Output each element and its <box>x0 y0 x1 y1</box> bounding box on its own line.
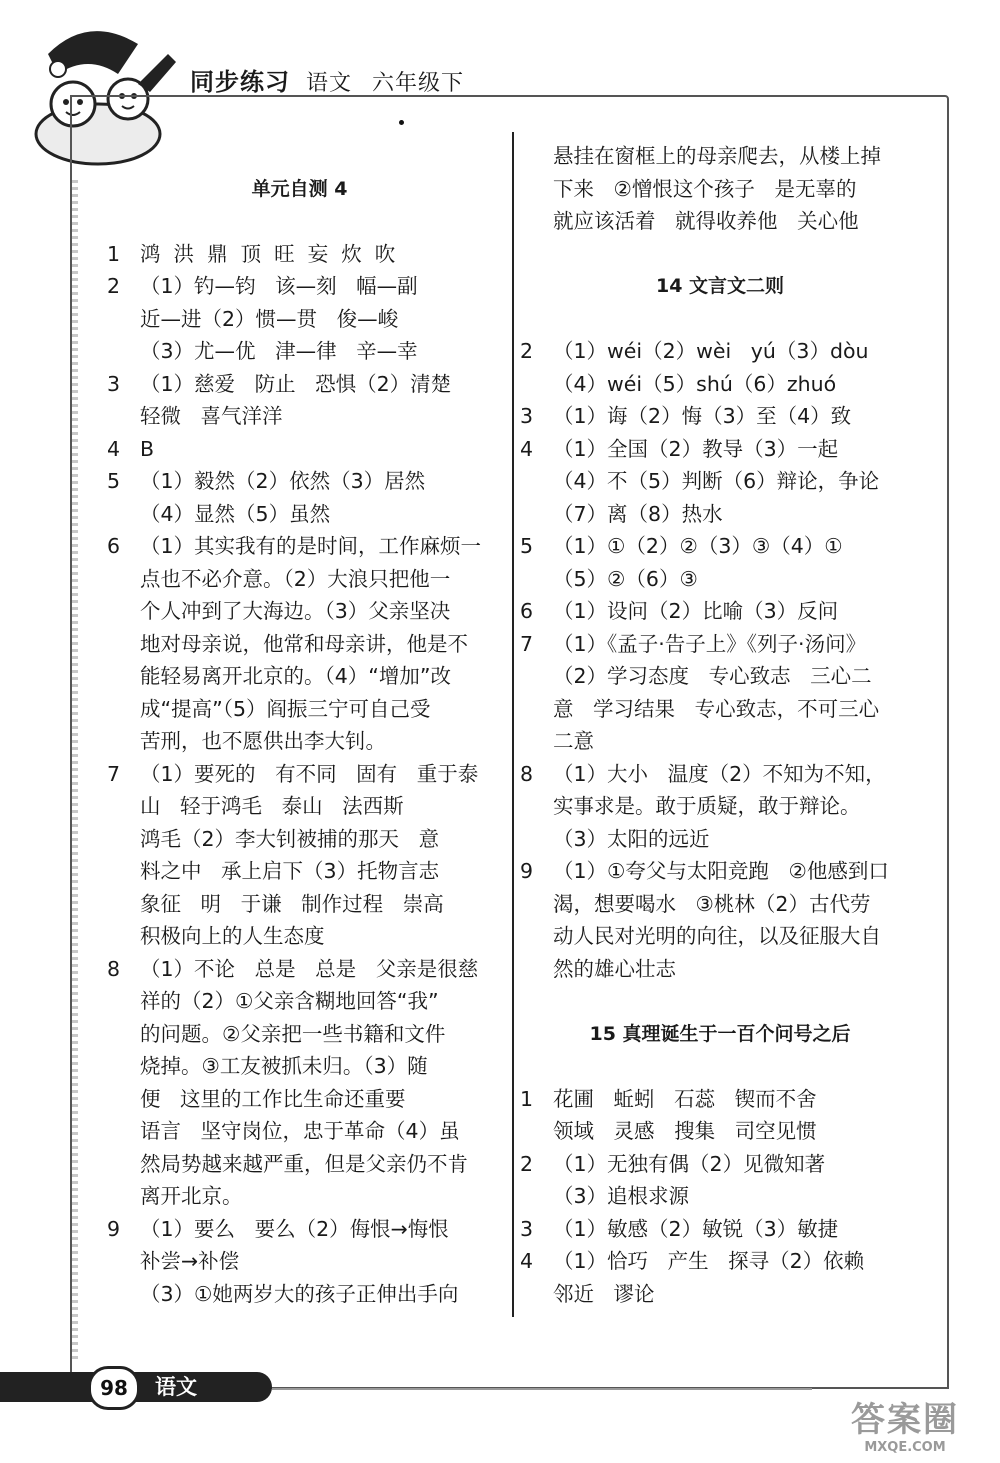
answer-item <box>107 1213 492 1311</box>
header-subject: 语文 <box>306 71 353 96</box>
answer-text <box>140 953 492 1213</box>
answer-line: （1）要么 要么（2）侮恨→悔恨 <box>140 1216 449 1241</box>
answer-item <box>520 433 920 531</box>
answer-number: 2 <box>520 339 534 363</box>
answer-number: 3 <box>520 404 534 428</box>
answer-line: （3）尤—优 津—律 辛—幸 <box>140 339 418 363</box>
left-column <box>107 140 492 1310</box>
answer-item <box>520 595 920 628</box>
answer-line: （1）毅然（2）依然（3）居然 <box>140 469 426 493</box>
answer-line: （1）恰巧 产生 探寻（2）依赖 <box>553 1249 865 1273</box>
answer-line: 离开北京。 <box>140 1184 243 1208</box>
section-title-unit-test-4: 单元自测 4 <box>251 177 348 200</box>
answer-line: B <box>140 436 155 461</box>
answer-line: 轻微 喜气洋洋 <box>140 404 283 428</box>
answer-item <box>107 368 492 433</box>
answer-line: （4）不（5）判断（6）辩论，争论 <box>553 469 880 493</box>
answer-line: （1）钓—钧 该—刻 幅—副 <box>140 274 418 298</box>
continued-answer <box>520 140 920 238</box>
answer-line: （1）慈爱 防止 恐惧（2）清楚 <box>140 371 452 396</box>
answer-line: 然局势越来越严重，但是父亲仍不肯 <box>140 1151 468 1176</box>
answer-line: （1）不论 总是 总是 父亲是很慈 <box>140 956 479 981</box>
answer-item <box>520 758 920 856</box>
answer-number: 1 <box>520 1086 534 1111</box>
answer-text <box>553 1083 920 1148</box>
answer-line: （4）显然（5）虽然 <box>140 501 331 526</box>
answer-line: 地对母亲说，他常和母亲讲，他是不 <box>140 631 468 656</box>
answer-line: 渴，想要喝水 ③桃林（2）古代劳 <box>553 891 871 916</box>
answer-number: 9 <box>520 859 534 883</box>
answer-line: 悬挂在窗框上的母亲爬去，从楼上掉 <box>553 144 881 168</box>
answer-line: （3）追根求源 <box>553 1184 690 1208</box>
answer-line: （2）学习态度 专心致志 三心二 <box>553 664 872 688</box>
answer-number: 8 <box>520 761 534 786</box>
left-decorative-strip <box>72 180 78 1360</box>
answer-line: （3）①她两岁大的孩子正伸出手向 <box>140 1281 459 1306</box>
answer-line: 意 学习结果 专心致志，不可三心 <box>553 696 880 721</box>
answer-number: 7 <box>107 761 121 786</box>
answer-number: 3 <box>107 371 121 396</box>
header-title <box>190 62 464 97</box>
answer-line: （5）②（6）③ <box>553 566 698 591</box>
answer-line: （1）其实我有的是时间，工作麻烦一 <box>140 534 482 558</box>
answer-line: 成“提高”（5）阎振三宁可自己受 <box>140 696 431 721</box>
answer-line: 实事求是。敢于质疑，敢于辩论。 <box>553 794 861 818</box>
answer-text <box>553 628 920 758</box>
answer-number: 6 <box>520 599 534 623</box>
answer-text <box>553 1245 920 1310</box>
answer-item <box>107 270 492 368</box>
header-brand: 同步练习 <box>190 68 290 96</box>
answer-line: （1）①（2）②（3）③（4）① <box>553 534 843 558</box>
answer-text <box>553 1148 920 1213</box>
answer-line: 积极向上的人生态度 <box>140 924 325 948</box>
section-15-answer-list <box>520 1083 920 1311</box>
answer-line: （1）①夸父与太阳竞跑 ②他感到口 <box>553 859 889 883</box>
answer-number: 1 <box>107 241 121 266</box>
answer-item <box>520 1213 920 1246</box>
watermark-main: 答案圈 <box>851 1400 959 1440</box>
answer-text <box>553 855 920 985</box>
answer-item <box>107 465 492 530</box>
answer-line: 苦刑，也不愿供出李大钊。 <box>140 729 386 753</box>
answer-text <box>553 758 920 856</box>
answer-line: 近—进（2）惯—贯 俊—峻 <box>140 306 399 331</box>
answer-line: 领域 灵感 搜集 司空见惯 <box>553 1119 817 1143</box>
answer-item <box>520 1083 920 1148</box>
answer-line: 邻近 谬论 <box>553 1281 655 1306</box>
answer-item <box>107 433 492 466</box>
answer-line: （1）《孟子·告子上》《列子·汤问》 <box>553 631 867 656</box>
answer-line: 象征 明 于谦 制作过程 崇高 <box>140 891 444 916</box>
answer-line: （1）敏感（2）敏锐（3）敏捷 <box>553 1216 839 1241</box>
answer-line: 的问题。②父亲把一些书籍和文件 <box>140 1021 446 1046</box>
answer-item <box>107 758 492 953</box>
answer-line: （1）全国（2）教导（3）一起 <box>553 436 839 461</box>
answer-text <box>140 530 492 758</box>
answer-number: 6 <box>107 534 121 558</box>
answer-text <box>553 595 920 628</box>
answer-item <box>107 953 492 1213</box>
answer-item <box>107 530 492 758</box>
answer-line: 补尝→补偿 <box>140 1249 240 1273</box>
answer-line: （1）设问（2）比喻（3）反问 <box>553 599 839 623</box>
answer-line: （3）太阳的远近 <box>553 826 710 851</box>
answer-item <box>520 530 920 595</box>
answer-line: 鸿毛（2）李大钊被捕的那天 意 <box>140 826 440 851</box>
answer-number: 9 <box>107 1216 121 1241</box>
answer-text <box>553 433 920 531</box>
answer-line: （4）wéi（5）shú（6）zhuó <box>553 371 837 396</box>
answer-text <box>140 1213 492 1311</box>
answer-line: 点也不必介意。（2）大浪只把他一 <box>140 566 451 591</box>
answer-line: （7）离（8）热水 <box>553 501 723 526</box>
answer-text <box>140 465 492 530</box>
answer-text <box>140 433 492 466</box>
answer-item <box>107 238 492 271</box>
answer-item <box>520 335 920 400</box>
answer-line: 山 轻于鸿毛 泰山 法西斯 <box>140 794 404 818</box>
footer-rule <box>272 1388 812 1390</box>
header-grade: 六年级下 <box>372 71 465 96</box>
answer-line: 动人民对光明的向往，以及征服大自 <box>553 924 881 948</box>
answer-line: 语言 坚守岗位，忠于革命（4）虽 <box>140 1119 460 1143</box>
answer-line: 鸿 洪 鼎 顶 旺 妄 炊 吹 <box>140 241 396 266</box>
answer-number: 7 <box>520 631 534 656</box>
answer-text <box>140 270 492 368</box>
answer-number: 3 <box>520 1216 534 1241</box>
answer-line: 能轻易离开北京的。（4）“增加”改 <box>140 664 452 688</box>
answer-text <box>553 335 920 400</box>
section-title-14: 14 文言文二则 <box>655 275 785 297</box>
section-title-15: 15 真理诞生于一百个问号之后 <box>589 1022 851 1045</box>
answer-line: 下来 ②憎恨这个孩子 是无辜的 <box>553 176 857 201</box>
answer-number: 5 <box>520 534 534 558</box>
answer-line: 然的雄心壮志 <box>553 956 676 981</box>
answer-line: 便 这里的工作比生命还重要 <box>140 1086 406 1111</box>
answer-number: 4 <box>107 436 121 461</box>
answer-item <box>520 628 920 758</box>
answer-line: （1）诲（2）悔（3）至（4）致 <box>553 404 852 428</box>
answer-line: （1）要死的 有不同 固有 重于泰 <box>140 761 479 786</box>
answer-line: 烧掉。③工友被抓未归。（3）随 <box>140 1054 428 1078</box>
answer-number: 4 <box>520 1249 534 1273</box>
decorative-dot <box>399 120 404 125</box>
left-answer-list <box>107 238 492 1311</box>
right-column <box>520 140 920 1310</box>
watermark-url: MXQE.COM <box>864 1440 946 1455</box>
answer-number: 8 <box>107 956 121 981</box>
answer-line: 花圃 蚯蚓 石蕊 锲而不舍 <box>553 1086 817 1111</box>
answer-line: 料之中 承上启下（3）托物言志 <box>140 859 440 883</box>
answer-line: （1）大小 温度（2）不知为不知， <box>553 761 886 786</box>
answer-line: 二意 <box>553 729 594 753</box>
answer-line: （1）无独有偶（2）见微知著 <box>553 1151 826 1176</box>
answer-text <box>553 1213 920 1246</box>
answer-item <box>520 1148 920 1213</box>
answer-text <box>140 368 492 433</box>
answer-text <box>140 238 492 271</box>
watermark <box>820 1400 990 1460</box>
section-14-answer-list <box>520 335 920 985</box>
answer-number: 5 <box>107 469 121 493</box>
answer-number: 2 <box>107 274 121 298</box>
answer-item <box>520 400 920 433</box>
answer-item <box>520 855 920 985</box>
answer-line: 祥的（2）①父亲含糊地回答“我” <box>140 989 439 1013</box>
answer-line: 就应该活着 就得收养他 关心他 <box>553 209 859 233</box>
answer-line: 个人冲到了大海边。（3）父亲坚决 <box>140 599 451 623</box>
answer-text <box>140 758 492 953</box>
answer-line: （1）wéi（2）wèi yú（3）dòu <box>553 339 869 363</box>
answer-text <box>553 530 920 595</box>
answer-item <box>520 1245 920 1310</box>
column-divider <box>512 132 514 1317</box>
footer-subject: 语文 <box>155 1375 197 1399</box>
answer-number: 4 <box>520 436 534 461</box>
answer-number: 2 <box>520 1151 534 1176</box>
answer-text <box>553 400 920 433</box>
page-number: 98 <box>88 1366 140 1410</box>
